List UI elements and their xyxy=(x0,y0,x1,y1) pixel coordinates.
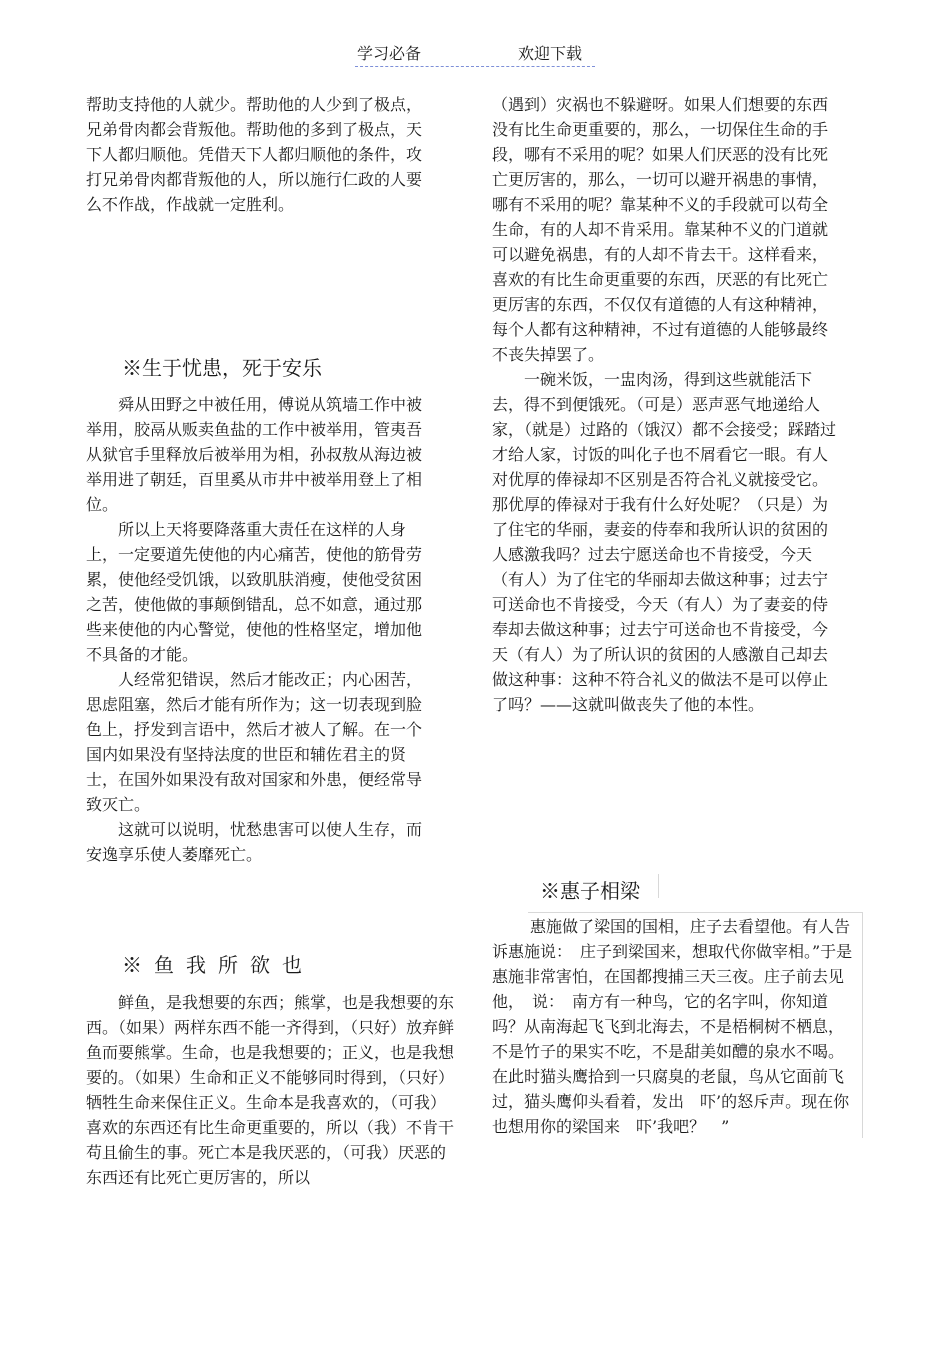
right-column-text xyxy=(492,92,837,717)
section-title-yuwo: ※鱼我所欲也 xyxy=(122,953,314,977)
section-body-shengyu xyxy=(86,392,436,867)
paragraph: 所以上天将要降落重大责任在这样的人身上，一定要道先使他的内心痛苦，使他的筋骨劳累，使他经受饥饿，以致肌肤消瘦，使他受贫困之苦，使他做的事颠倒错乱，总不如意，通过那些来使他的内心警觉，使他的性格坚定，增加他不具备的才能。 xyxy=(86,520,423,664)
left-top-paragraph: 帮助支持他的人就少。帮助他的人少到了极点，兄弟骨肉都会背叛他。帮助他的多到了极点，天下人都归顺他。凭借天下人都归顺他的条件，攻打兄弟骨肉都背叛他的人，所以施行仁政的人要么不作战，作战就一定胜利。 xyxy=(86,95,423,214)
paragraph: 鲜鱼，是我想要的东西；熊掌，也是我想要的东西。（如果）两样东西不能一齐得到，（只好）放弃鲜鱼而要熊掌。生命，也是我想要的；正义，也是我想要的。（如果）生命和正义不能够同时得到，（只好）牺牲生命来保住正义。生命本是我喜欢的，（可我）喜欢的东西还有比生命更重要的，所以（我）不肯干苟且偷生的事。死亡本是我厌恶的，（可我）厌恶的东西还有比死亡更厉害的，所以 xyxy=(86,993,455,1187)
paragraph: （遇到）灾祸也不躲避呀。如果人们想要的东西没有比生命更重要的，那么，一切保住生命的手段，哪有不采用的呢？如果人们厌恶的没有比死亡更厉害的，那么，一切可以避开祸患的事情，哪有不采用的呢？靠某种不义的手段就可以苟全生命，有的人却不肯采用。靠某种不义的门道就可以避免祸患，有的人却不肯去干。这样看来，喜欢的有比生命更重要的东西，厌恶的有比死亡更厉害的东西，不仅仅有道德的人有这种精神，每个人都有这种精神，不过有道德的人能够最终不丧失掉罢了。 xyxy=(492,95,829,364)
section-body-yuwo xyxy=(86,990,456,1190)
paragraph: 惠施做了梁国的国相，庄子去看望他。有人告诉惠施说： 庄子到梁国来，想取代你做宰相。”于是惠施非常害怕，在国都搜捕三天三夜。庄子前去见他， 说： 南方有一种鸟，它的名字叫，你知道吗？从南海起飞飞到北海去，不是梧桐树不栖息，不是竹子的果实不吃，不是甜美如醴的泉水不喝。在此时猫头鹰拾到一只腐臭的老鼠，鸟从它面前飞过，猫头鹰仰头看着，发出 吓’的怒斥声。现在你也想用你的梁国来 吓’我吧？ ” xyxy=(492,917,853,1136)
header-left-text: 学习必备 xyxy=(357,44,422,63)
frame-line xyxy=(658,874,659,898)
page-header xyxy=(355,42,595,67)
section-title-shengyu: ※生于忧患，死于安乐 xyxy=(122,356,322,380)
header-right-text: 欢迎下载 xyxy=(518,44,583,63)
paragraph: 一碗米饭，一盅肉汤，得到这些就能活下去，得不到便饿死。（可是）恶声恶气地递给人家，（就是）过路的（饿汉）都不会接受；踩踏过才给人家，讨饭的叫化子也不屑看它一眼。有人对优厚的俸禄却不区别是否符合礼义就接受它。那优厚的俸禄对于我有什么好处呢？（只是）为了住宅的华丽，妻妾的侍奉和我所认识的贫困的人感激我吗？过去宁愿送命也不肯接受，今天（有人）为了住宅的华丽却去做这种事；过去宁可送命也不肯接受，今天（有人）为了妻妾的侍奉却去做这种事；过去宁可送命也不肯接受，今天（有人）为了所认识的贫困的人感激自己却去做这种事：这种不符合礼义的做法不是可以停止了吗？——这就叫做丧失了他的本性。 xyxy=(492,370,837,714)
section-body-huizi xyxy=(492,914,858,1139)
paragraph: 这就可以说明，忧愁患害可以使人生存，而安逸享乐使人萎靡死亡。 xyxy=(86,820,423,864)
section-title-huizi: ※惠子相梁 xyxy=(540,879,640,903)
paragraph: 人经常犯错误，然后才能改正；内心困苦，思虑阻塞，然后才能有所作为；这一切表现到脸色上，抒发到言语中，然后才被人了解。在一个国内如果没有坚持法度的世臣和辅佐君主的贤士，在国外如果没有敌对国家和外患，便经常导致灭亡。 xyxy=(86,670,423,814)
paragraph: 舜从田野之中被任用，傅说从筑墙工作中被举用，胶鬲从贩卖鱼盐的工作中被举用，管夷吾从狱官手里释放后被举用为相，孙叔敖从海边被举用进了朝廷，百里奚从市井中被举用登上了相位。 xyxy=(86,395,423,514)
